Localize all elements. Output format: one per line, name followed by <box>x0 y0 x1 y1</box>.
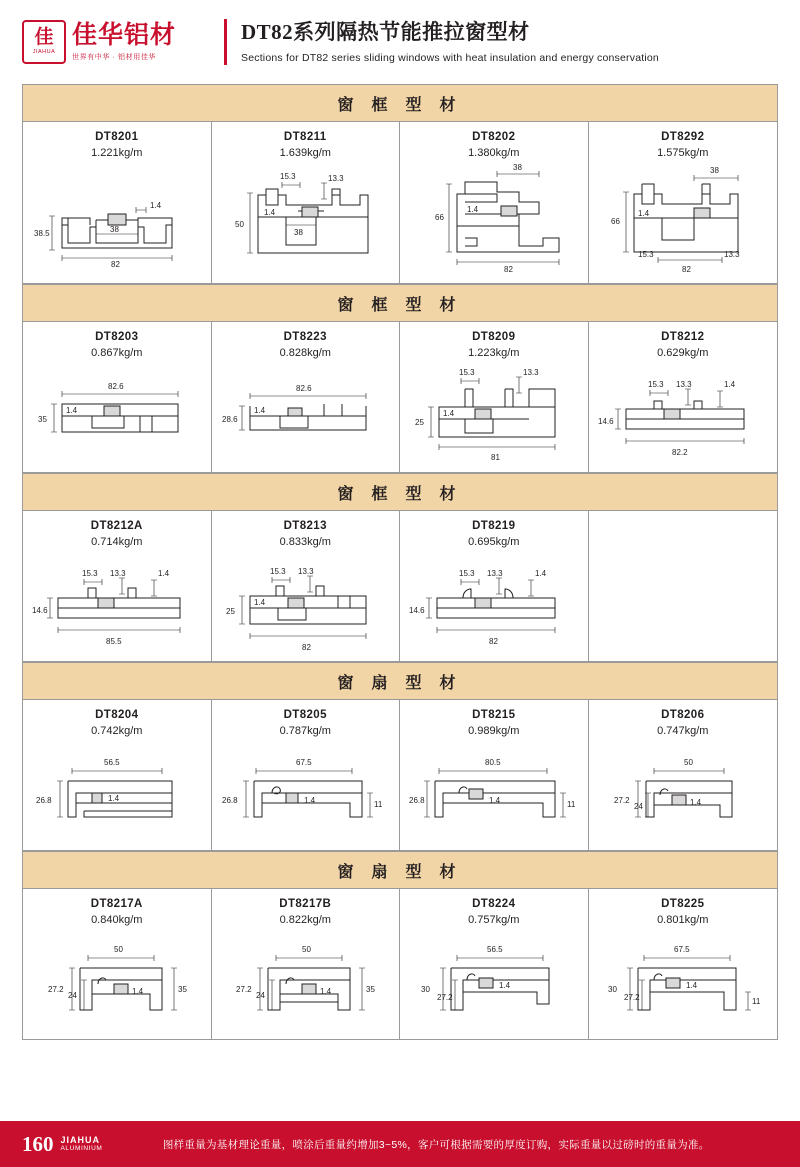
profile-drawing-DT8201 <box>27 162 207 277</box>
dim-label: 1.4 <box>65 405 77 415</box>
logo-mark-sub: JIAHUA <box>32 48 56 55</box>
footer-page-block <box>0 1131 103 1156</box>
profile-drawing-DT8212A <box>27 552 207 656</box>
profile-drawing-DT8225 <box>593 930 774 1034</box>
dim-label: 67.5 <box>673 944 690 954</box>
section-band: 窗 扇 型 材 <box>23 662 777 700</box>
dim-label: 1.4 <box>534 569 546 579</box>
dim-label: 38 <box>512 163 522 173</box>
profile-cell[interactable] <box>23 700 212 850</box>
profile-cell[interactable] <box>23 122 212 283</box>
profile-weight: 0.757kg/m <box>468 913 520 926</box>
profile-code: DT8206 <box>661 709 705 722</box>
dim-label: 13.3 <box>675 380 692 390</box>
dim-label: 25 <box>226 606 236 616</box>
profile-code: DT8219 <box>472 520 516 533</box>
dim-label: 15.3 <box>458 569 475 579</box>
dim-label: 1.4 <box>107 794 119 804</box>
dim-label: 1.4 <box>466 205 478 215</box>
table-row <box>23 122 777 284</box>
profile-weight: 0.629kg/m <box>657 346 709 359</box>
profile-weight: 1.223kg/m <box>468 346 520 359</box>
logo-slogan: 世界有中华 · 铝材用佳华 <box>72 54 157 62</box>
table-row <box>23 322 777 473</box>
section-band: 窗 框 型 材 <box>23 85 777 122</box>
profile-code: DT8202 <box>472 131 516 143</box>
footer-note: 图样重量为基材理论重量，喷涂后重量约增加3~5%，客户可根据需要的厚度订购，实际重量以过磅时的重量为准。 <box>162 1138 710 1151</box>
profile-cell[interactable] <box>23 889 212 1039</box>
dim-label: 50 <box>235 219 245 229</box>
profile-weight: 0.828kg/m <box>279 346 331 359</box>
dim-label: 82 <box>681 265 691 275</box>
logo-mark-glyph: 佳 <box>34 26 54 48</box>
profile-cell[interactable] <box>589 889 778 1039</box>
profile-code: DT8225 <box>661 898 705 911</box>
profile-weight: 0.867kg/m <box>91 346 143 359</box>
dim-label: 11 <box>374 800 383 810</box>
profile-weight: 0.714kg/m <box>91 535 143 548</box>
header-divider <box>224 19 227 65</box>
profile-drawing-DT8206 <box>593 741 774 845</box>
profile-cell[interactable] <box>23 511 212 661</box>
profile-drawing-DT8204 <box>27 741 207 845</box>
dim-label: 50 <box>113 944 123 954</box>
dim-label: 1.4 <box>723 380 735 390</box>
dim-label: 13.3 <box>486 569 503 579</box>
profile-weight: 1.639kg/m <box>279 146 331 159</box>
profile-cell[interactable] <box>212 889 401 1039</box>
dim-label: 24 <box>67 990 77 1000</box>
dim-label: 27.2 <box>613 796 630 806</box>
profile-code: DT8217A <box>90 898 143 911</box>
page-title: DT82系列隔热节能推拉窗型材 <box>241 20 530 45</box>
profile-weight: 0.840kg/m <box>91 913 143 926</box>
profile-code: DT8217B <box>279 898 332 911</box>
profile-cell[interactable] <box>400 889 589 1039</box>
profile-table <box>22 84 778 1040</box>
dim-label: 38 <box>109 224 119 234</box>
dim-label: 27.2 <box>236 984 252 994</box>
logo-company-name: 佳华铝材 <box>72 21 177 49</box>
page-number: 160 <box>22 1131 54 1156</box>
dim-label: 50 <box>683 758 693 768</box>
profile-code: DT8213 <box>283 520 327 533</box>
section-band: 窗 扇 型 材 <box>23 851 777 889</box>
dim-label: 14.6 <box>597 417 614 427</box>
dim-label: 24 <box>633 802 643 812</box>
dim-label: 30 <box>420 984 430 994</box>
profile-weight: 0.801kg/m <box>657 913 709 926</box>
dim-label: 1.4 <box>685 980 697 990</box>
profile-drawing-DT8213 <box>216 552 396 656</box>
profile-cell-empty <box>589 511 778 661</box>
profile-code: DT8209 <box>472 331 516 344</box>
profile-code: DT8224 <box>472 898 516 911</box>
profile-drawing-DT8203 <box>27 363 207 467</box>
dim-label: 28.6 <box>222 414 238 424</box>
dim-label: 11 <box>751 996 761 1006</box>
profile-cell[interactable] <box>400 511 589 661</box>
profile-weight: 0.989kg/m <box>468 724 520 737</box>
dim-label: 1.4 <box>304 796 316 806</box>
profile-cell[interactable] <box>212 122 401 283</box>
section-band: 窗 框 型 材 <box>23 284 777 322</box>
profile-weight: 0.822kg/m <box>279 913 331 926</box>
profile-weight: 0.787kg/m <box>279 724 331 737</box>
dim-label: 35 <box>366 984 376 994</box>
profile-cell[interactable] <box>589 322 778 472</box>
logo-mark-icon <box>22 20 66 64</box>
profile-drawing-DT8211 <box>216 162 396 277</box>
profile-drawing-DT8215 <box>404 741 584 845</box>
profile-drawing-DT8209 <box>404 363 584 467</box>
profile-weight: 0.695kg/m <box>468 535 520 548</box>
profile-code: DT8203 <box>95 331 139 344</box>
dim-label: 50 <box>302 944 312 954</box>
brand-logo <box>22 20 222 64</box>
dim-label: 82 <box>110 259 120 269</box>
dim-label: 1.4 <box>498 980 510 990</box>
profile-weight: 0.747kg/m <box>657 724 709 737</box>
dim-label: 14.6 <box>31 606 48 616</box>
dim-label: 35 <box>37 414 47 424</box>
profile-drawing-DT8292 <box>593 162 774 277</box>
profile-drawing-DT8224 <box>404 930 584 1034</box>
profile-cell[interactable] <box>212 322 401 472</box>
dim-label: 56.5 <box>103 758 120 768</box>
table-row <box>23 511 777 662</box>
page-footer <box>0 1121 800 1167</box>
profile-cell[interactable] <box>400 122 589 283</box>
page-header <box>0 0 800 84</box>
profile-drawing-DT8212 <box>593 363 774 467</box>
profile-weight: 1.575kg/m <box>657 146 709 159</box>
dim-label: 13.3 <box>328 173 344 183</box>
dim-label: 81 <box>490 452 500 462</box>
profile-cell[interactable] <box>212 700 401 850</box>
dim-label: 66 <box>434 213 444 223</box>
profile-code: DT8215 <box>472 709 516 722</box>
dim-label: 82.6 <box>107 381 124 391</box>
dim-label: 13.3 <box>109 569 126 579</box>
dim-label: 1.4 <box>254 597 266 607</box>
profile-code: DT8204 <box>95 709 139 722</box>
dim-label: 1.4 <box>131 986 143 996</box>
profile-code: DT8292 <box>661 131 705 143</box>
dim-label: 24 <box>256 990 266 1000</box>
profile-cell[interactable] <box>589 122 778 283</box>
profile-code: DT8205 <box>283 709 327 722</box>
dim-label: 26.8 <box>222 796 238 806</box>
dim-label: 1.4 <box>637 209 649 219</box>
dim-label: 1.4 <box>157 569 169 579</box>
profile-drawing-DT8217A <box>27 930 207 1034</box>
profile-drawing-DT8217B <box>216 930 396 1034</box>
profile-code: DT8211 <box>283 131 327 143</box>
dim-label: 85.5 <box>105 637 122 647</box>
profile-drawing-DT8205 <box>216 741 396 845</box>
table-row <box>23 889 777 1039</box>
dim-label: 38.5 <box>33 228 50 238</box>
dim-label: 15.3 <box>270 566 286 576</box>
table-row <box>23 700 777 851</box>
dim-label: 67.5 <box>296 758 312 768</box>
profile-cell[interactable] <box>23 322 212 472</box>
dim-label: 26.8 <box>408 796 425 806</box>
dim-label: 56.5 <box>486 944 503 954</box>
dim-label: 13.3 <box>723 250 740 260</box>
dim-label: 15.3 <box>280 171 296 181</box>
profile-code: DT8201 <box>95 131 139 143</box>
profile-drawing-DT8202 <box>404 162 584 277</box>
footer-brand-sub: ALUMINIUM <box>60 1145 103 1153</box>
dim-label: 1.4 <box>442 408 454 418</box>
dim-label: 1.4 <box>254 405 266 415</box>
dim-label: 27.2 <box>436 992 453 1002</box>
dim-label: 1.4 <box>320 986 332 996</box>
dim-label: 1.4 <box>488 796 500 806</box>
dim-label: 82 <box>302 642 312 652</box>
section-band: 窗 框 型 材 <box>23 473 777 511</box>
dim-label: 15.3 <box>458 367 475 377</box>
profile-weight: 1.221kg/m <box>91 146 143 159</box>
dim-label: 15.3 <box>81 569 98 579</box>
page-subtitle: Sections for DT82 series sliding windows with heat insulation and energy conservation <box>241 51 659 64</box>
dim-label: 30 <box>607 984 617 994</box>
dim-label: 82.6 <box>296 383 312 393</box>
profile-code: DT8212A <box>90 520 143 533</box>
dim-label: 13.3 <box>522 367 539 377</box>
dim-label: 15.3 <box>637 250 654 260</box>
dim-label: 38 <box>709 166 719 176</box>
dim-label: 27.2 <box>47 984 64 994</box>
profile-weight: 0.742kg/m <box>91 724 143 737</box>
dim-label: 80.5 <box>484 758 501 768</box>
profile-weight: 1.380kg/m <box>468 146 520 159</box>
profile-cell[interactable] <box>589 700 778 850</box>
dim-label: 13.3 <box>298 566 314 576</box>
dim-label: 82 <box>488 637 498 647</box>
dim-label: 11 <box>566 800 576 810</box>
footer-brand-name: JIAHUA <box>60 1135 101 1146</box>
profile-drawing-DT8219 <box>404 552 584 656</box>
profile-cell[interactable] <box>400 700 589 850</box>
profile-code: DT8212 <box>661 331 705 344</box>
profile-code: DT8223 <box>283 331 327 344</box>
dim-label: 25 <box>414 417 424 427</box>
dim-label: 1.4 <box>149 200 161 210</box>
dim-label: 15.3 <box>647 380 664 390</box>
dim-label: 26.8 <box>35 796 52 806</box>
dim-label: 82.2 <box>671 448 688 458</box>
profile-drawing-DT8223 <box>216 363 396 467</box>
dim-label: 1.4 <box>264 207 276 217</box>
dim-label: 66 <box>610 217 620 227</box>
profile-cell[interactable] <box>400 322 589 472</box>
dim-label: 38 <box>294 227 304 237</box>
profile-cell[interactable] <box>212 511 401 661</box>
dim-label: 35 <box>177 984 187 994</box>
dim-label: 14.6 <box>408 606 425 616</box>
dim-label: 82 <box>503 265 513 275</box>
dim-label: 1.4 <box>689 798 701 808</box>
profile-drawing-empty <box>593 521 774 655</box>
profile-weight: 0.833kg/m <box>279 535 331 548</box>
dim-label: 27.2 <box>623 992 640 1002</box>
